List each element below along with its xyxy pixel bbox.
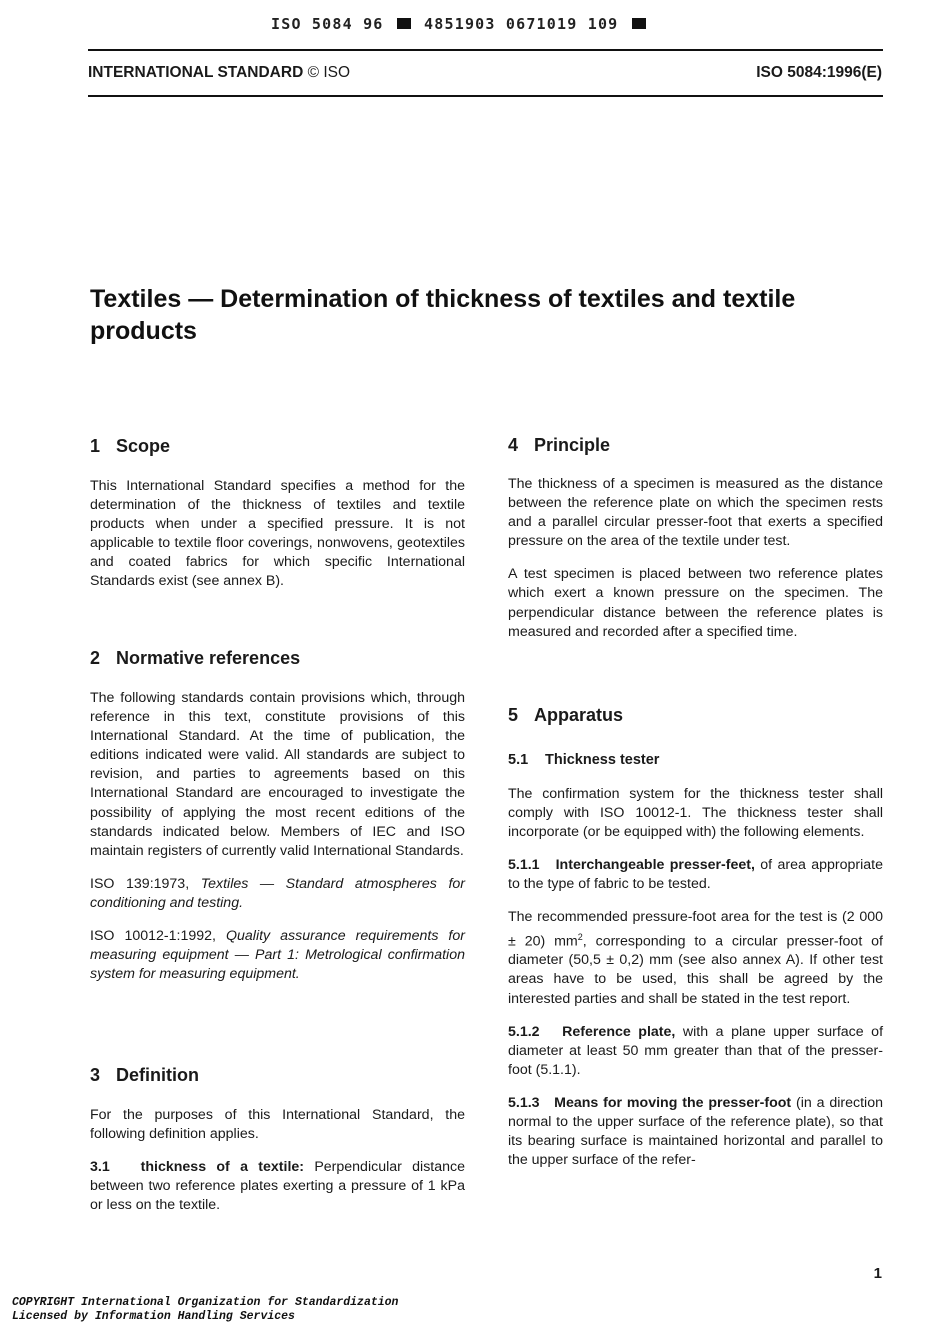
section-4-body [508,475,883,656]
principle-paragraph-1: The thickness of a specimen is measured as the distance between the reference plate on which the specimen rests and a parallel circular presser-foot that exerts a specified pressure on the area of the textile under test. [508,476,883,550]
header-iso-mark: © ISO [307,64,351,81]
copyright-footer [12,1296,398,1323]
definition-intro-paragraph: For the purposes of this International Standard, the following definition applies. [90,1107,465,1143]
section-2-body [90,689,465,998]
thickness-tester-paragraph: The confirmation system for the thickness tester shall comply with ISO 10012-1. The thickness tester shall incorporate (or be equipped with) the following elements. [508,786,883,841]
section-5-body [508,785,883,1184]
reference-iso-10012: ISO 10012-1:1992, Quality assurance requirements for measuring equipment — Part 1: Metrological confirmation system for measuring equipment. [90,928,465,983]
header-rule-bottom [88,95,883,97]
section-1-body [90,477,465,606]
copyright-line: COPYRIGHT International Organization for Standardization [12,1296,399,1309]
header-left [88,64,350,82]
section-2-heading: 2 Normative references [90,648,301,668]
page-number: 1 [873,1265,882,1282]
subsection-5-1-heading: 5.1 Thickness tester [508,752,660,768]
item-5-1-3: 5.1.3 Means for moving the presser-foot (in a direction normal to the upper surface of the reference plate), so that its bearing surface is maintained horizontal and parallel to the upper surface of the refer- [508,1094,883,1169]
item-5-1-1-detail: The recommended pressure-foot area for the test is (2 000 ± 20) $mm^2$, corresponding to a circular presser-foot of diameter (50,5 ± 0,2) mm (see also annex A). If other test areas have to be used, this shall be agreed by the interested parties and shall be stated in the test report. [508,909,883,1007]
normative-intro-paragraph: The following standards contain provisions which, through reference in this text, constitute provisions of this International Standard. At the time of publication, the editions indicated were valid. All standards are subject to revision, and parties to agreements based on this International Standard are encouraged to investigate the possibility of applying the most recent editions of the standards indicated below. Members of IEC and ISO maintain registers of currently valid International Standards. [90,690,465,859]
page-title: Textiles — Determination of thickness of textiles and textile products [90,285,796,345]
item-5-1-2: 5.1.2 Reference plate, with a plane upper surface of diameter at least 50 mm greater than that of the presser-foot (5.1.1). [508,1023,884,1078]
header-rule-top [88,49,883,51]
scan-code [271,15,649,33]
principle-paragraph-2: A test specimen is placed between two reference plates which exert a known pressure on the specimen. The perpendicular distance between the reference plates is measured and recorded after a specified time. [508,566,883,640]
header-standard-number: ISO 5084:1996(E) [756,64,882,81]
section-1-heading: 1 Scope [90,436,171,456]
item-5-1-1: 5.1.1 Interchangeable presser-feet, of area appropriate to the type of fabric to be tested. [508,857,883,893]
header-standard-label: INTERNATIONAL STANDARD [88,64,304,81]
scan-block-mark [397,18,411,29]
license-line: Licensed by Information Handling Services [12,1309,295,1323]
section-5-heading: 5 Apparatus [508,705,624,725]
section-3-heading: 3 Definition [90,1065,199,1085]
scan-code-mid: 4851903 0671019 109 [424,15,619,33]
scan-block-mark [632,18,646,29]
section-4-heading: 4 Principle [508,435,611,455]
definition-3-1: 3.1 thickness of a textile: Perpendicular distance between two reference plates exerting a pressure of 1 kPa or less on the textile. [90,1159,465,1214]
scope-paragraph: This International Standard specifies a method for the determination of the thickness of textiles and textile products when under a specified pressure. It is not applicable to textile floor coverings, nonwovens, geotextiles and coated fabrics for which specific International Standards exist (see annex B). [90,478,465,590]
scan-code-left: ISO 5084 96 [271,15,384,33]
reference-iso-139: ISO 139:1973, Textiles — Standard atmospheres for conditioning and testing. [90,875,466,911]
section-3-body [90,1106,465,1229]
